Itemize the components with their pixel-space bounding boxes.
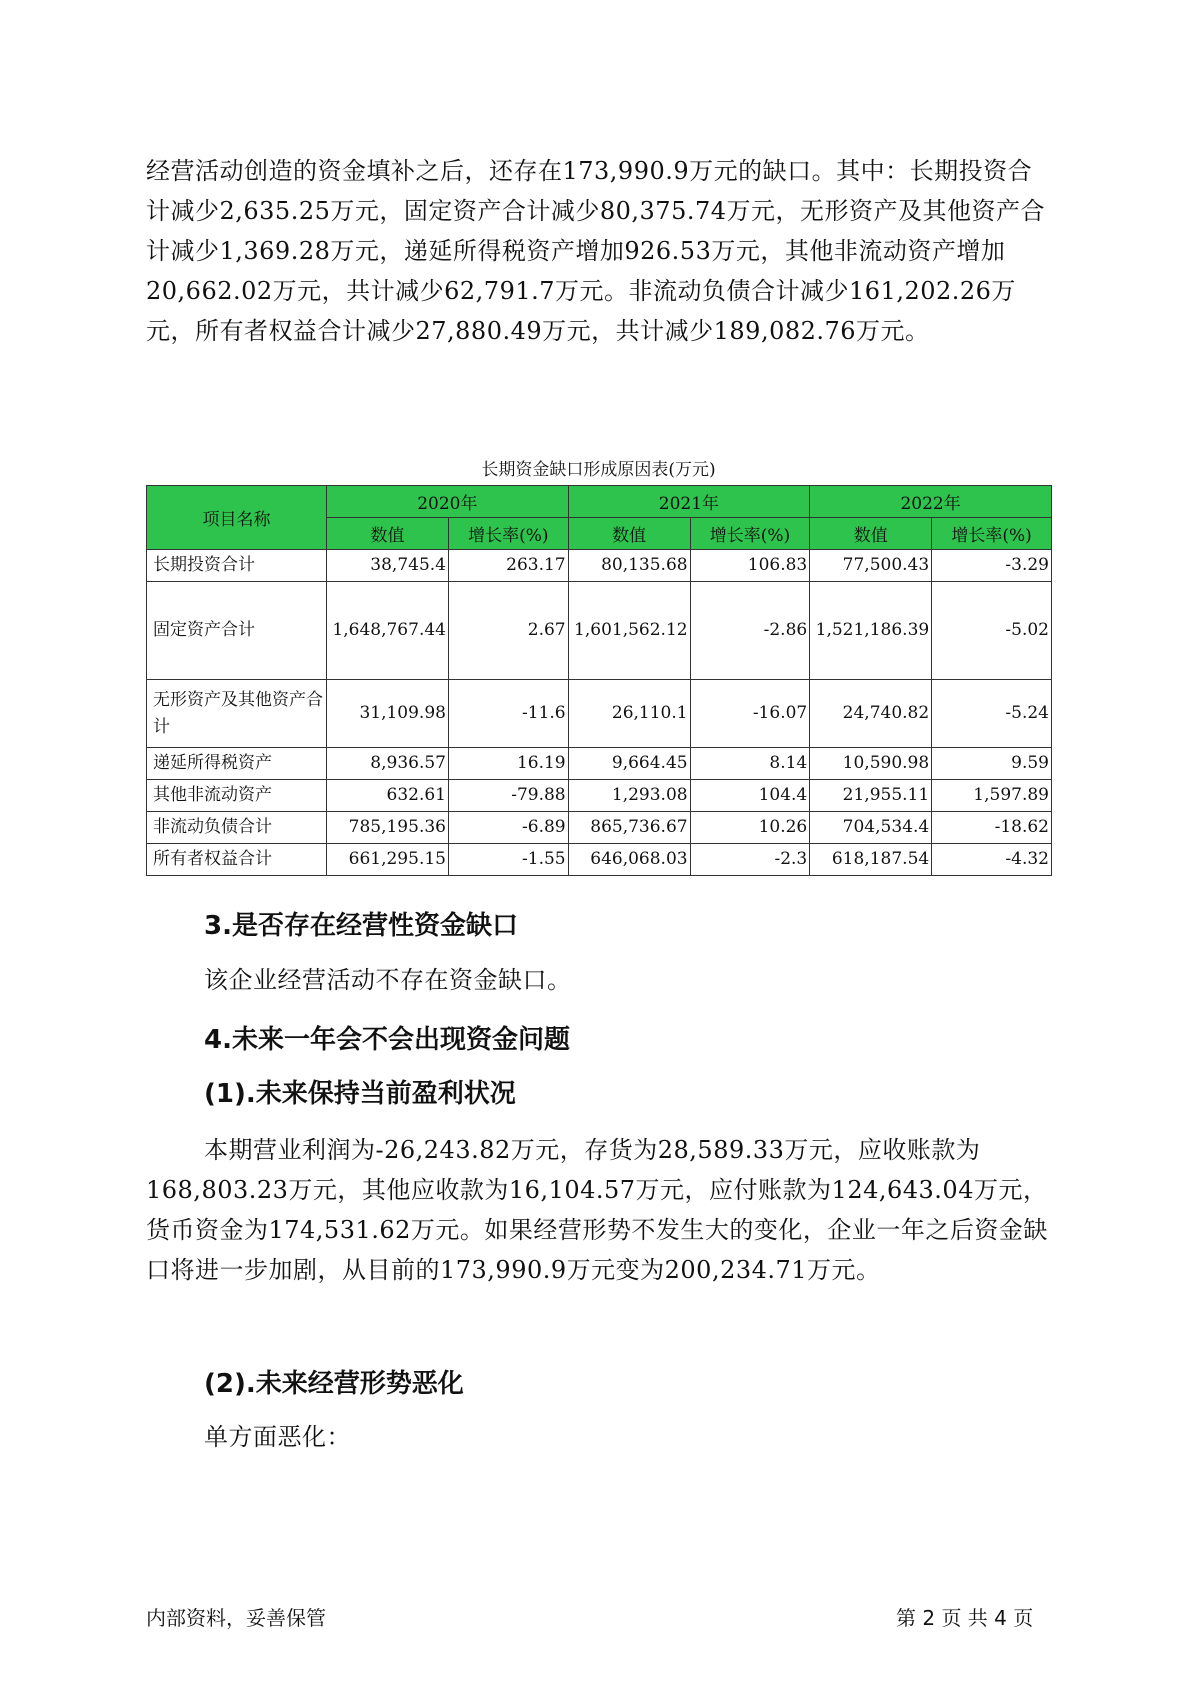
table-caption: 长期资金缺口形成原因表(万元) (481, 460, 716, 480)
cell-v2020: 8,936.57 (327, 748, 449, 780)
cell-g2021: -2.86 (690, 582, 810, 680)
row-item-name: 其他非流动资产 (147, 780, 327, 812)
cell-v2022: 21,955.11 (810, 780, 932, 812)
table-row (147, 582, 1052, 680)
heading-4-2: (2).未来经营形势恶化 (204, 1369, 464, 1399)
header-value-2022: 数值 (810, 518, 932, 550)
cell-g2021: 8.14 (690, 748, 810, 780)
header-value-2020: 数值 (327, 518, 449, 550)
cell-v2020: 31,109.98 (327, 680, 449, 748)
table-row (147, 550, 1052, 582)
row-item-name: 长期投资合计 (147, 550, 327, 582)
cell-v2022: 618,187.54 (810, 844, 932, 876)
table-row (147, 680, 1052, 748)
cell-g2021: -16.07 (690, 680, 810, 748)
cell-g2022: -18.62 (932, 812, 1052, 844)
header-growth-2021: 增长率(%) (690, 518, 810, 550)
paragraph-4-1: 本期营业利润为-26,243.82万元，存货为28,589.33万元，应收账款为168,803.23万元，其他应收款为16,104.57万元，应付账款为124,643.04万元，货币资金为174,531.62万元。如果经营形势不发生大的变化，企业一年之后资金缺口将进一步加剧，从目前的173,990.9万元变为200,234.71万元。 (146, 1136, 1048, 1284)
heading-4-1: (1).未来保持当前盈利状况 (204, 1079, 516, 1109)
cell-g2022: -3.29 (932, 550, 1052, 582)
cell-g2020: 2.67 (448, 582, 568, 680)
table-row (147, 780, 1052, 812)
cell-g2022: -5.24 (932, 680, 1052, 748)
heading-4: 4.未来一年会不会出现资金问题 (204, 1025, 570, 1055)
cell-g2021: -2.3 (690, 844, 810, 876)
header-value-2021: 数值 (568, 518, 690, 550)
cell-v2021: 80,135.68 (568, 550, 690, 582)
table-row (147, 812, 1052, 844)
cell-g2020: -79.88 (448, 780, 568, 812)
table-row (147, 748, 1052, 780)
cell-v2022: 704,534.4 (810, 812, 932, 844)
cell-g2022: 1,597.89 (932, 780, 1052, 812)
paragraph-3: 该企业经营活动不存在资金缺口。 (204, 966, 572, 994)
row-item-name: 所有者权益合计 (147, 844, 327, 876)
cell-v2020: 1,648,767.44 (327, 582, 449, 680)
header-item-name: 项目名称 (147, 486, 327, 550)
cell-v2022: 1,521,186.39 (810, 582, 932, 680)
footer-confidential-note: 内部资料，妥善保管 (146, 1606, 326, 1630)
intro-paragraph: 经营活动创造的资金填补之后，还存在173,990.9万元的缺口。其中：长期投资合计减少2,635.25万元，固定资产合计减少80,375.74万元，无形资产及其他资产合计减少1,369.28万元，递延所得税资产增加926.53万元，其他非流动资产增加20,662.02万元，共计减少62,791.7万元。非流动负债合计减少161,202.26万元，所有者权益合计减少27,880.49万元，共计减少189,082.76万元。 (146, 157, 1046, 345)
cell-v2020: 38,745.4 (327, 550, 449, 582)
long-term-funding-gap-table (146, 485, 1052, 876)
header-year-2021: 2021年 (568, 486, 810, 518)
cell-g2022: -4.32 (932, 844, 1052, 876)
footer-page-number: 第 2 页 共 4 页 (896, 1606, 1034, 1630)
header-year-2020: 2020年 (327, 486, 569, 518)
cell-g2020: -1.55 (448, 844, 568, 876)
row-item-name: 递延所得税资产 (147, 748, 327, 780)
cell-v2021: 26,110.1 (568, 680, 690, 748)
cell-g2020: -11.6 (448, 680, 568, 748)
cell-v2021: 1,601,562.12 (568, 582, 690, 680)
paragraph-4-2: 单方面恶化： (204, 1423, 351, 1451)
row-item-name: 固定资产合计 (147, 582, 327, 680)
cell-g2020: 16.19 (448, 748, 568, 780)
cell-v2020: 661,295.15 (327, 844, 449, 876)
cell-g2022: -5.02 (932, 582, 1052, 680)
cell-g2020: -6.89 (448, 812, 568, 844)
heading-3: 3.是否存在经营性资金缺口 (204, 911, 518, 941)
cell-g2021: 106.83 (690, 550, 810, 582)
header-growth-2020: 增长率(%) (448, 518, 568, 550)
cell-v2021: 646,068.03 (568, 844, 690, 876)
cell-g2020: 263.17 (448, 550, 568, 582)
cell-v2020: 785,195.36 (327, 812, 449, 844)
cell-v2022: 10,590.98 (810, 748, 932, 780)
header-growth-2022: 增长率(%) (932, 518, 1052, 550)
cell-g2021: 104.4 (690, 780, 810, 812)
cell-g2021: 10.26 (690, 812, 810, 844)
cell-g2022: 9.59 (932, 748, 1052, 780)
cell-v2022: 24,740.82 (810, 680, 932, 748)
cell-v2020: 632.61 (327, 780, 449, 812)
row-item-name: 非流动负债合计 (147, 812, 327, 844)
cell-v2021: 1,293.08 (568, 780, 690, 812)
row-item-name: 无形资产及其他资产合计 (147, 680, 327, 748)
cell-v2022: 77,500.43 (810, 550, 932, 582)
table-row (147, 844, 1052, 876)
header-year-2022: 2022年 (810, 486, 1052, 518)
cell-v2021: 9,664.45 (568, 748, 690, 780)
cell-v2021: 865,736.67 (568, 812, 690, 844)
